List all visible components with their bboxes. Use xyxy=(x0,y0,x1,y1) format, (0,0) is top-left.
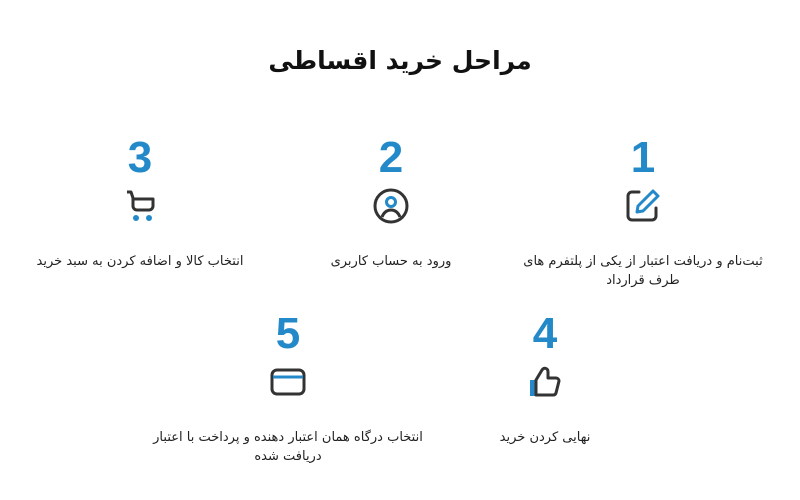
cart-icon xyxy=(15,186,265,226)
edit-icon xyxy=(518,186,768,226)
step-text: انتخاب درگاه همان اعتبار دهنده و پرداخت با اعتبار دریافت شده xyxy=(153,430,423,464)
step-text: ورود به حساب کاربری xyxy=(330,254,452,269)
step-number: 4 xyxy=(532,309,558,358)
user-icon xyxy=(266,186,516,226)
step-number: 5 xyxy=(275,309,301,358)
step-1 xyxy=(518,133,768,290)
step-3 xyxy=(15,133,265,271)
step-4 xyxy=(420,309,670,447)
step-text: نهایی کردن خرید xyxy=(499,430,591,445)
credit-card-icon xyxy=(148,362,428,402)
step-text: انتخاب کالا و اضافه کردن به سبد خرید xyxy=(36,254,244,269)
step-5 xyxy=(148,309,428,466)
page-title: مراحل خرید اقساطی xyxy=(268,46,532,75)
step-number: 1 xyxy=(630,133,656,182)
thumbs-up-icon xyxy=(420,362,670,402)
step-number: 3 xyxy=(127,133,153,182)
step-text: ثبت‌نام و دریافت اعتبار از یکی از پلتفرم های طرف قرارداد xyxy=(523,254,763,288)
step-number: 2 xyxy=(378,133,404,182)
step-2 xyxy=(266,133,516,271)
